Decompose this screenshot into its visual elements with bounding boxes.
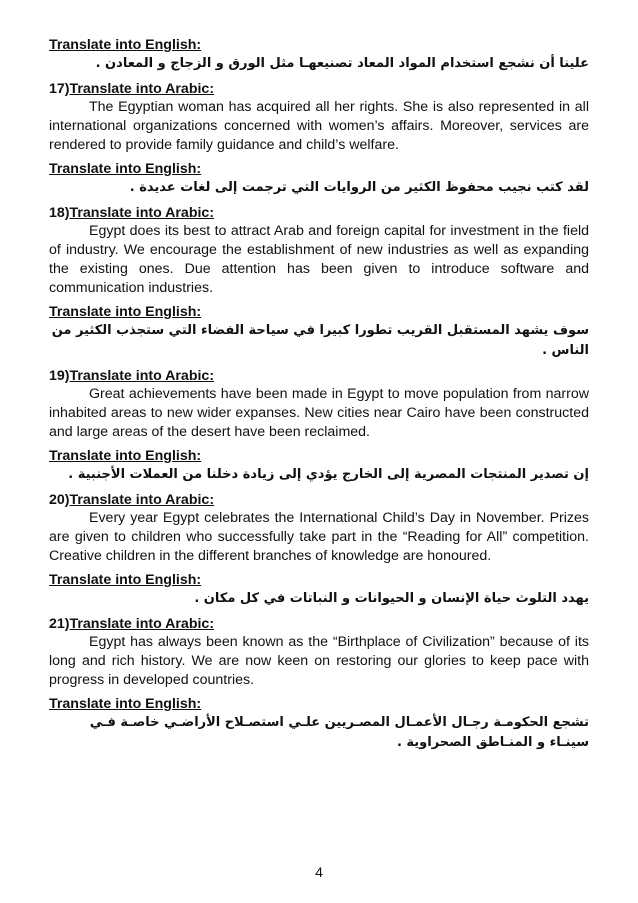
- section-number: 17): [49, 81, 70, 97]
- section-to-arabic-20: [49, 491, 589, 566]
- section-label: Translate into Arabic:: [69, 81, 215, 97]
- section-to-english-5: [49, 571, 589, 609]
- section-to-english-2: [49, 160, 589, 198]
- arabic-sentence: لقد كتب نجيب محفوظ الكثير من الروايات التي ترجمت إلى لغات عديدة .: [129, 180, 589, 195]
- section-label: Translate into Arabic:: [69, 492, 215, 508]
- section-heading: [49, 615, 589, 633]
- english-paragraph: Egypt does its best to attract Arab and foreign capital for investment in the field of industry. We encourage the establishment of new industries as well as expanding the existing ones. Due attention has been given to introduce software and communication industries.: [49, 223, 589, 296]
- arabic-sentence: تشجع الحكومـة رجـال الأعمـال المصـريين علـي استصـلاح الأراضـي خاصـة فـي سينـاء و المنـاطق الصحراوية .: [89, 715, 589, 750]
- arabic-sentence: إن تصدير المنتجات المصرية إلى الخارج يؤدي إلى زيادة دخلنا من العملات الأجنبية .: [68, 467, 589, 482]
- section-heading: Translate into English:: [49, 37, 202, 53]
- arabic-sentence: علينا أن نشجع استخدام المواد المعاد تصنيعهـا مثل الورق و الزجاج و المعادن .: [95, 56, 589, 71]
- section-heading: Translate into English:: [49, 161, 202, 177]
- section-heading: [49, 204, 589, 222]
- section-number: 19): [49, 368, 70, 384]
- section-heading: Translate into English:: [49, 304, 202, 320]
- section-to-english-1: [49, 36, 589, 74]
- section-to-english-6: [49, 695, 589, 753]
- section-heading: [49, 80, 589, 98]
- section-label: Translate into Arabic:: [69, 616, 215, 632]
- page-number: 4: [315, 864, 323, 880]
- english-paragraph: The Egyptian woman has acquired all her rights. She is also represented in all international organizations concerned with women’s affairs. Moreover, services are rendered to provide family guidance and child’s welfare.: [49, 99, 589, 153]
- section-heading: Translate into English:: [49, 696, 202, 712]
- section-to-arabic-17: [49, 80, 589, 155]
- section-heading: [49, 491, 589, 509]
- section-number: 20): [49, 492, 70, 508]
- section-heading: Translate into English:: [49, 448, 202, 464]
- section-to-arabic-18: [49, 204, 589, 298]
- document-page: [49, 36, 589, 759]
- section-to-english-3: [49, 303, 589, 361]
- section-to-arabic-19: [49, 367, 589, 442]
- section-heading: [49, 367, 589, 385]
- arabic-sentence: سوف يشهد المستقبل القريب تطورا كبيرا في سياحة الفضاء التي ستجذب الكثير من الناس .: [51, 323, 589, 358]
- section-number: 21): [49, 616, 70, 632]
- arabic-sentence: يهدد التلوث حياة الإنسان و الحيوانات و النباتات في كل مكان .: [194, 591, 589, 606]
- section-heading: Translate into English:: [49, 572, 202, 588]
- section-number: 18): [49, 205, 70, 221]
- english-paragraph: Every year Egypt celebrates the International Child’s Day in November. Prizes are given to children who successfully take part in the “Reading for All” competition. Creative children in the different branches of knowledge are honoured.: [49, 510, 589, 564]
- section-label: Translate into Arabic:: [69, 368, 215, 384]
- section-label: Translate into Arabic:: [69, 205, 215, 221]
- section-to-english-4: [49, 447, 589, 485]
- english-paragraph: Egypt has always been known as the “Birthplace of Civilization” because of its long and rich history. We are now keen on restoring our glories to keep pace with progress in developed countries.: [49, 634, 589, 688]
- english-paragraph: Great achievements have been made in Egypt to move population from narrow inhabited areas to new wider expanses. New cities near Cairo have been constructed and large areas of the desert have been reclaimed.: [49, 386, 589, 440]
- section-to-arabic-21: [49, 615, 589, 690]
